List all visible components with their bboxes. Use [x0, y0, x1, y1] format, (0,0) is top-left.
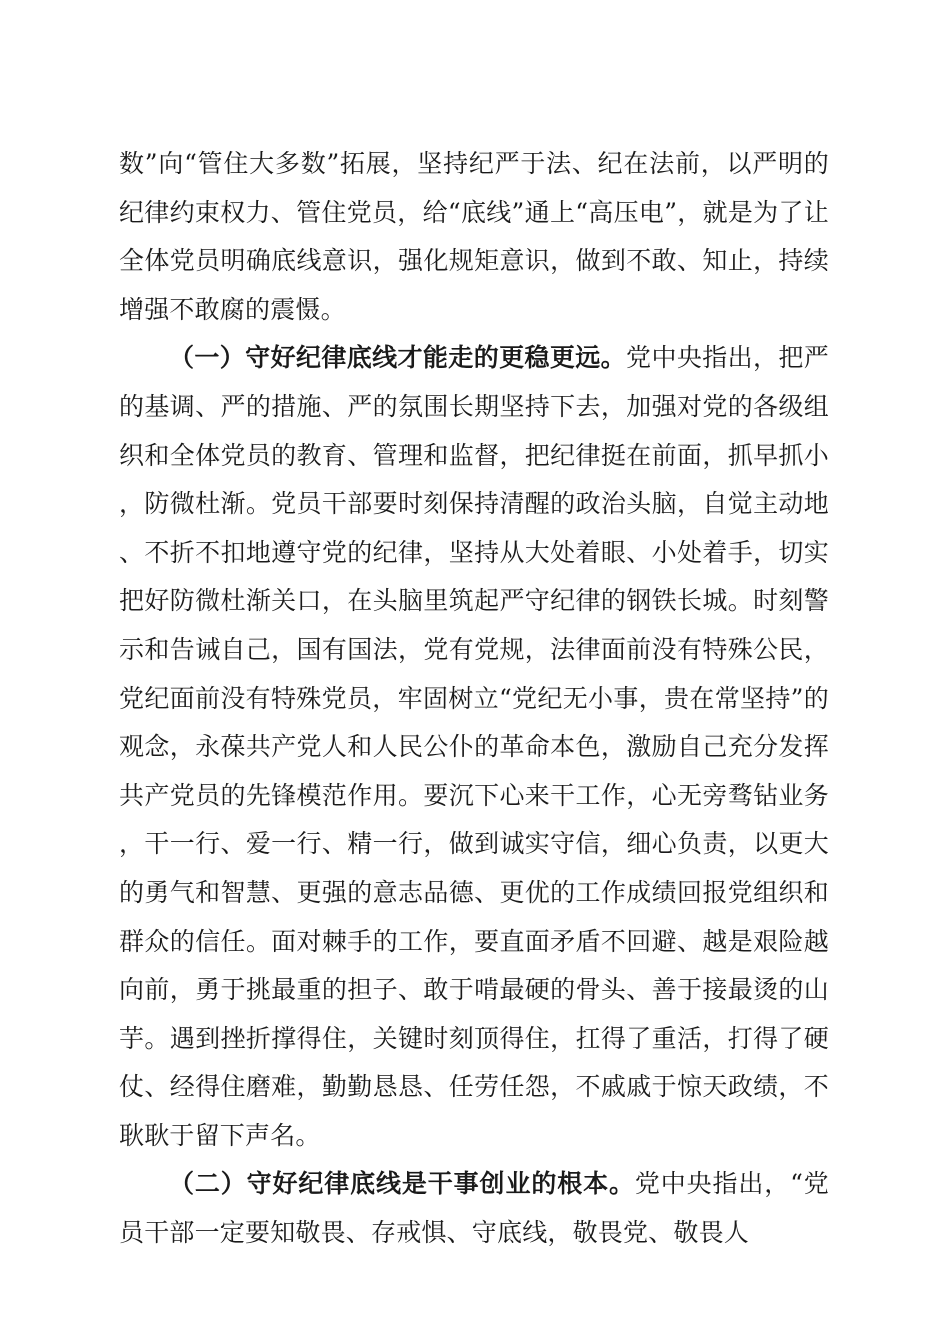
paragraph-section-two: [119, 1160, 829, 1257]
section-heading: （一）守好纪律底线才能走的更稳更远。: [169, 343, 627, 373]
paragraph-section-one: [119, 334, 829, 1160]
paragraph-text: 数”向“管住大多数”拓展，坚持纪严于法、纪在法前，以严明的纪律约束权力、管住党员，给“底线”通上“高压电”，就是为了让全体党员明确底线意识，强化规矩意识，做到不敢、知止，持续增强不敢腐的震慑。: [119, 149, 829, 324]
paragraph-text: 党中央指出，“党员干部一定要知敬畏、存戒惧、守底线，敬畏党、敬畏人: [119, 1169, 829, 1248]
paragraph-continuation: [119, 140, 829, 334]
section-heading: （二）守好纪律底线是干事创业的根本。: [169, 1169, 635, 1199]
document-body: [119, 140, 829, 1258]
paragraph-text: 党中央指出，把严的基调、严的措施、严的氛围长期坚持下去，加强对党的各级组织和全体党员的教育、管理和监督，把纪律挺在前面，抓早抓小，防微杜渐。党员干部要时刻保持清醒的政治头脑，自觉主动地、不折不扣地遵守党的纪律，坚持从大处着眼、小处着手，切实把好防微杜渐关口，在头脑里筑起严守纪律的钢铁长城。时刻警示和告诫自己，国有国法，党有党规，法律面前没有特殊公民，党纪面前没有特殊党员，牢固树立“党纪无小事，贵在常坚持”的观念，永葆共产党人和人民公仆的革命本色，激励自己充分发挥共产党员的先锋模范作用。要沉下心来干工作，心无旁骛钻业务，干一行、爱一行、精一行，做到诚实守信，细心负责，以更大的勇气和智慧、更强的意志品德、更优的工作成绩回报党组织和群众的信任。面对棘手的工作，要直面矛盾不回避、越是艰险越向前，勇于挑最重的担子、敢于啃最硬的骨头、善于接最烫的山芋。遇到挫折撑得住，关键时刻顶得住，扛得了重活，打得了硬仗、经得住磨难，勤勤恳恳、任劳任怨，不戚戚于惊天政绩，不耿耿于留下声名。: [119, 343, 829, 1150]
